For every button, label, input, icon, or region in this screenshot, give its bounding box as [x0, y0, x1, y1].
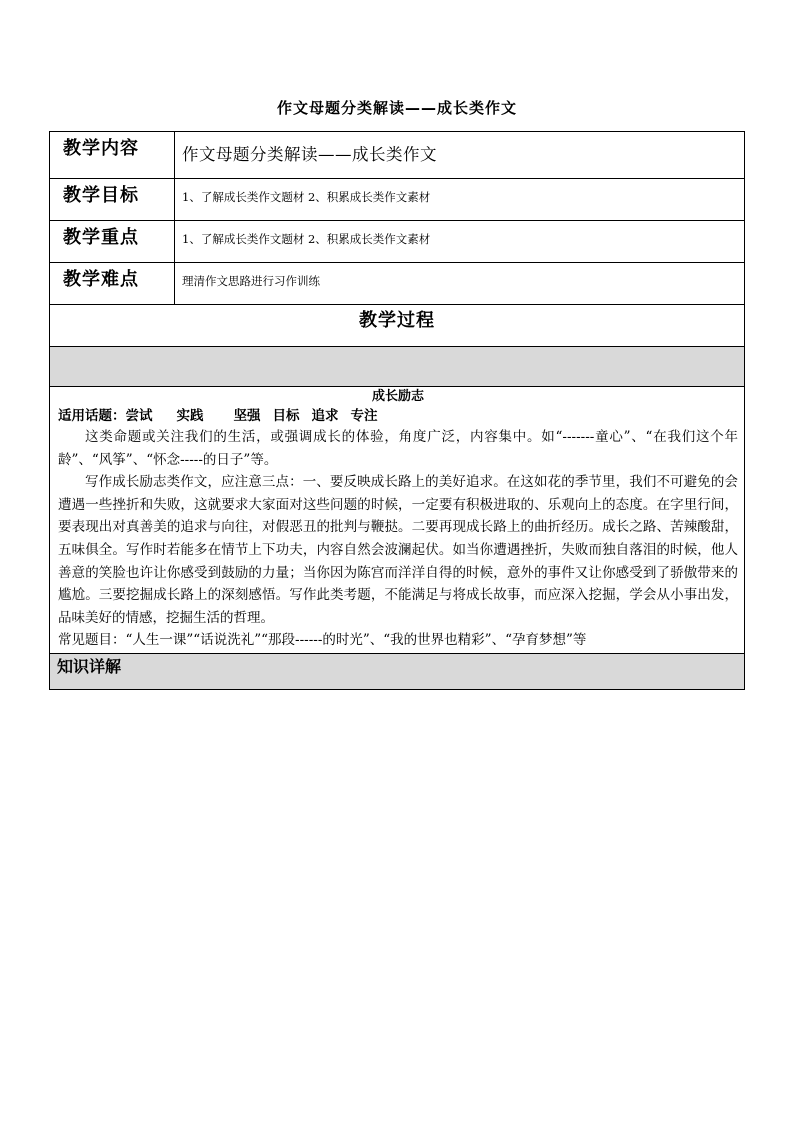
- topics-line: [58, 406, 738, 426]
- row-label-goal: 教学目标: [50, 179, 175, 221]
- table-row-section: [50, 387, 745, 654]
- topic-item: 目标: [272, 408, 300, 424]
- row-value-difficulty: 理清作文思路进行习作训练: [175, 263, 745, 305]
- table-row-goal: [50, 179, 745, 221]
- table-row-focus: [50, 221, 745, 263]
- table-row-difficulty: [50, 263, 745, 305]
- paragraph: 写作成长励志类作文，应注意三点：一、要反映成长路上的美好追求。在这如花的季节里，我们不可避免的会遭遇一些挫折和失败，这就要求大家面对这些问题的时候，一定要有积极进取的、乐观向上的态度。在字里行间，要表现出对真善美的追求与向往，对假恶丑的批判与鞭挞。二要再现成长路上的曲折经历。成长之路、苦辣酸甜，五味俱全。写作时若能多在情节上下功夫，内容自然会波澜起伏。如当你遭遇挫折，失败而独自落泪的时候，他人善意的笑脸也许让你感受到鼓励的力量；当你因为陈宫而洋洋自得的时候，意外的事件又让你感受到了骄傲带来的尴尬。三要挖掘成长路上的深刻感悟。写作此类考题，不能满足与将成长故事，而应深入挖掘，学会从小事出发，品味美好的情感，挖掘生活的哲理。: [58, 474, 738, 626]
- row-label-content: 教学内容: [50, 132, 175, 179]
- topics-label: 适用话题：: [58, 408, 126, 424]
- topic-item: 坚强: [233, 408, 261, 424]
- lesson-plan-table: [49, 131, 745, 690]
- topic-item: 实践: [176, 408, 204, 424]
- paragraph: 这类命题或关注我们的生活，或强调成长的体验，角度广泛，内容集中。如“-------童心”、“在我们这个年龄”、“风筝”、“怀念-----的日子”等。: [58, 429, 738, 468]
- table-row-knowledge: [50, 653, 745, 689]
- common-titles: 常见题目：“人生一课”“话说洗礼”“那段------的时光”、“我的世界也精彩”、“孕育梦想”等: [58, 632, 587, 649]
- topic-item: 尝试: [125, 408, 153, 424]
- shaded-blank-row: [50, 347, 745, 387]
- table-row-content: [50, 132, 745, 179]
- row-label-difficulty: 教学难点: [50, 263, 175, 305]
- process-title: 教学过程: [50, 305, 745, 347]
- row-value-goal: 1、了解成长类作文题材 2、积累成长类作文素材: [175, 179, 745, 221]
- row-value-content: 作文母题分类解读——成长类作文: [175, 132, 745, 179]
- knowledge-title: 知识详解: [50, 653, 745, 689]
- row-value-focus: 1、了解成长类作文题材 2、积累成长类作文素材: [175, 221, 745, 263]
- table-row-blank: [50, 347, 745, 387]
- section-content: [50, 387, 745, 654]
- page-title: 作文母题分类解读——成长类作文: [276, 99, 517, 117]
- row-label-focus: 教学重点: [50, 221, 175, 263]
- table-row-process: [50, 305, 745, 347]
- topic-item: 追求: [311, 408, 339, 424]
- section-heading: 成长励志: [371, 389, 424, 404]
- topic-item: 专注: [350, 408, 378, 424]
